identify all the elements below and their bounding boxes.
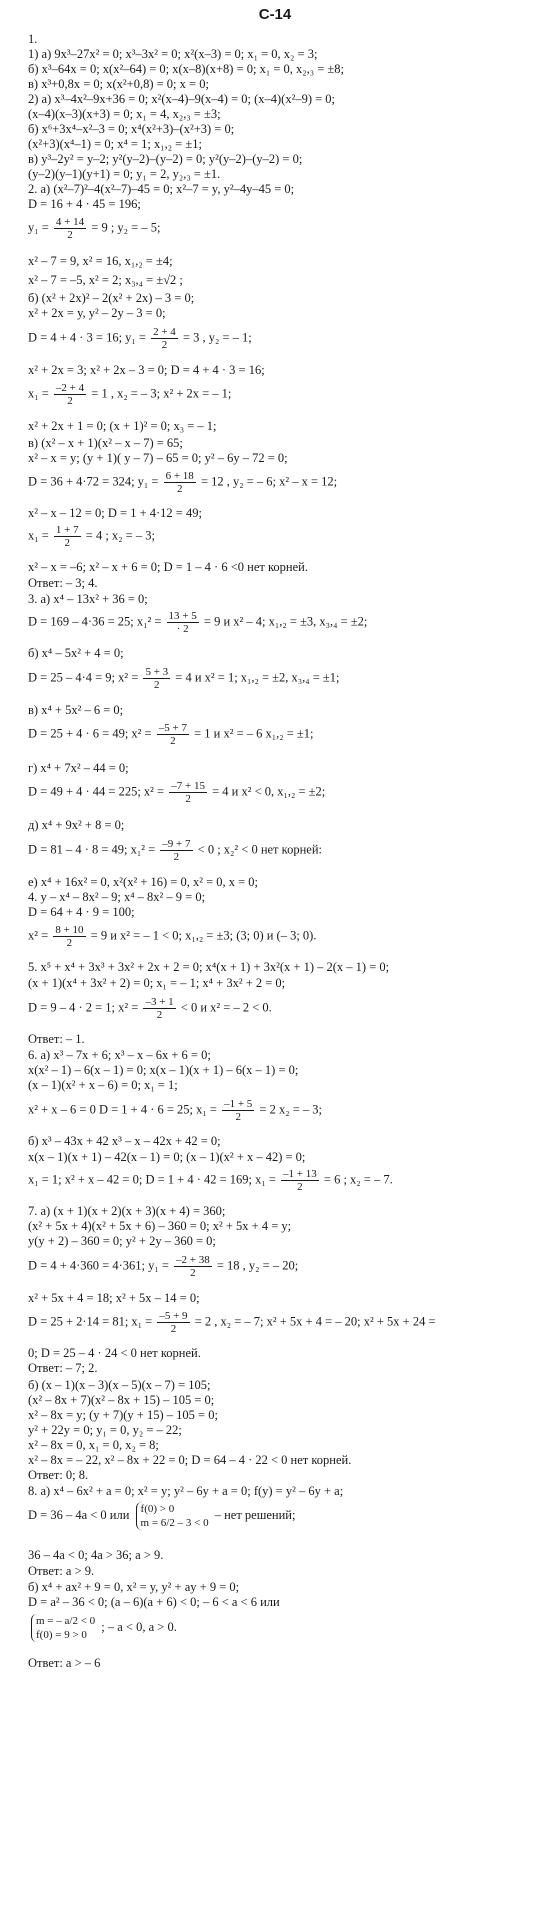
text-line: б) (x² + 2x)² – 2(x² + 2x) – 3 = 0; — [28, 291, 195, 305]
text-line: в) x³+0,8x = 0; x(x²+0,8) = 0; x = 0; — [28, 77, 209, 91]
text-line: x² – 7 = –5, x² = 2; x₃,₄ = ±√2 ; — [28, 273, 183, 287]
text-line: 2) а) x³–4x²–9x+36 = 0; x²(x–4)–9(x–4) = 0; (x–4)(x²–9) = 0; — [28, 92, 336, 106]
text-line: x² – x = –6; x² – x + 6 = 0; D = 1 – 4 · 6 <0 нет корней. — [28, 560, 308, 574]
text-line: б) x⁴ + ax² + 9 = 0, x² = y, y² + ay + 9 = 0; — [28, 1580, 240, 1594]
text-line: D = a² – 36 < 0; (a – 6)(a + 6) < 0; – 6 < a < 6 или — [28, 1595, 280, 1609]
text-line: Ответ: – 7; 2. — [28, 1361, 98, 1375]
text-line: 1) а) 9x³–27x² = 0; x³–3x² = 0; x²(x–3) = 0; x₁ = 0, x₂ = 3; — [28, 47, 318, 61]
text-line: б) x³–64x = 0; x(x²–64) = 0; x(x–8)(x+8) = 0; x₁ = 0, x₂,₃ = ±8; — [28, 62, 344, 76]
text-line: D = 16 + 4 · 45 = 196; — [28, 197, 141, 211]
text-line: 36 – 4a < 0; 4a > 36; a > 9. — [28, 1548, 164, 1562]
system-line: m = – a/2 < 0 f(0) = 9 > 0 ; – a < 0, a > 0. — [28, 1614, 543, 1642]
text-line: 0; D = 25 – 4 · 24 < 0 нет корней. — [28, 1346, 201, 1360]
text-line: 1. — [28, 32, 38, 46]
fraction-line: D = 49 + 4 · 44 = 225; x² = $\frac{-7 + 15}{2}$ = 4 и x² < 0, x₁,₂ = ±2; — [28, 780, 326, 805]
text-line: (x + 1)(x⁴ + 3x² + 2) = 0; x₁ = – 1; x⁴ + 3x² + 2 = 0; — [28, 976, 286, 990]
fraction-line: D = 9 – 4 · 2 = 1; x² = $\frac{-3 + 1}{2}$ < 0 и x² = – 2 < 0. — [28, 996, 272, 1021]
text-line: (x² – 8x + 7)(x² – 8x + 15) – 105 = 0; — [28, 1393, 215, 1407]
text-line: x(x – 1)(x + 1) – 42(x – 1) = 0; (x – 1)(x² + x – 42) = 0; — [28, 1150, 306, 1164]
text-line: x² – 8x = 0, x₁ = 0, x₂ = 8; — [28, 1438, 159, 1452]
text-line: б) x³ – 43x + 42 x³ – x – 42x + 42 = 0; — [28, 1134, 221, 1148]
text-line: (y–2)(y–1)(y+1) = 0; y₁ = 2, y₂,₃ = ±1. — [28, 167, 221, 181]
brace-system: f(0) > 0 m = 6/2 – 3 < 0 — [136, 1502, 209, 1530]
text-line: 7. а) (x + 1)(x + 2)(x + 3)(x + 4) = 360; — [28, 1204, 226, 1218]
text-line: Ответ: a > 9. — [28, 1564, 95, 1578]
text-line: y² + 22y = 0; y₁ = 0, y₂ = – 22; — [28, 1423, 182, 1437]
text-line: б) x⁶+3x⁴–x²–3 = 0; x⁴(x²+3)–(x²+3) = 0; — [28, 122, 235, 136]
brace-system: m = – a/2 < 0 f(0) = 9 > 0 — [31, 1614, 95, 1642]
fraction-line: D = 36 + 4·72 = 324; y₁ = $\frac{6 + 18}{2}$ = 12 , y₂ = – 6; x² – x = 12; — [28, 470, 338, 495]
text-line: x² – x = y; (y + 1)( y – 7) – 65 = 0; y² – 6y – 72 = 0; — [28, 451, 288, 465]
text-line: 4. y – x⁴ – 8x² – 9; x⁴ – 8x² – 9 = 0; — [28, 890, 206, 904]
text-line: x² + 2x + 1 = 0; (x + 1)² = 0; x₃ = – 1; — [28, 419, 217, 433]
text-line: x² + 5x + 4 = 18; x² + 5x – 14 = 0; — [28, 1291, 200, 1305]
fraction-line: D = 4 + 4·360 = 4·361; y₁ = $\frac{-2 + 38}{2}$ = 18 , y₂ = – 20; — [28, 1254, 299, 1279]
fraction-line: D = 25 + 2·14 = 81; x₁ = $\frac{-5 + 9}{2}$ = 2 , x₂ = – 7; x² + 5x + 4 = – 20; x² + 5x + 24 = — [28, 1310, 436, 1335]
text-line: 2. а) (x²–7)²–4(x²–7)–45 = 0; x²–7 = y, y²–4y–45 = 0; — [28, 182, 295, 196]
text-line: x² – 7 = 9, x² = 16, x₁,₂ = ±4; — [28, 254, 173, 268]
fraction-line: D = 25 + 4 · 6 = 49; x² = $\frac{-5 + 7}{2}$ = 1 и x² = – 6 x₁,₂ = ±1; — [28, 722, 314, 747]
text-line: д) x⁴ + 9x² + 8 = 0; — [28, 818, 125, 832]
text-line: x² – 8x = y; (y + 7)(y + 15) – 105 = 0; — [28, 1408, 218, 1422]
text-line: в) x⁴ + 5x² – 6 = 0; — [28, 703, 124, 717]
fraction-line: D = 169 – 4·36 = 25; x₁² = $\frac{13 + 5}{\cdot 2}$ = 9 и x² – 4; x₁,₂ = ±3, x₃,₄ = ±2; — [28, 610, 368, 635]
text-line: в) (x² – x + 1)(x² – x – 7) = 65; — [28, 436, 183, 450]
text-line: г) x⁴ + 7x² – 44 = 0; — [28, 761, 129, 775]
text-line: (x – 1)(x² + x – 6) = 0; x₁ = 1; — [28, 1078, 178, 1092]
fraction-line: x² + x – 6 = 0 D = 1 + 4 · 6 = 25; x₁ = $\frac{-1 + 5}{2}$ = 2 x₂ = – 3; — [28, 1098, 322, 1123]
text-line: 6. а) x³ – 7x + 6; x³ – x – 6x + 6 = 0; — [28, 1048, 211, 1062]
fraction-line: x² = $\frac{8 + 10}{2}$ = 9 и x² = – 1 < 0; x₁,₂ = ±3; (3; 0) и (– 3; 0). — [28, 924, 317, 949]
text-line: в) y³–2y² = y–2; y²(y–2)–(y–2) = 0; y²(y–2)–(y–2) = 0; — [28, 152, 303, 166]
text-line: x² – x – 12 = 0; D = 1 + 4·12 = 49; — [28, 506, 202, 520]
text-line: y(y + 2) – 360 = 0; y² + 2y – 360 = 0; — [28, 1234, 216, 1248]
text-line: (x²+3)(x⁴–1) = 0; x⁴ = 1; x₁,₂ = ±1; — [28, 137, 202, 151]
text-line: б) (x – 1)(x – 3)(x – 5)(x – 7) = 105; — [28, 1378, 211, 1392]
text-line: Ответ: a > – 6 — [28, 1656, 101, 1670]
text-line: (x² + 5x + 4)(x² + 5x + 6) – 360 = 0; x² + 5x + 4 = y; — [28, 1219, 292, 1233]
fraction-line: x₁ = $\frac{-2 + 4}{2}$ = 1 , x₂ = – 3; x² + 2x = – 1; — [28, 382, 232, 407]
text-line: 8. а) x⁴ – 6x² + a = 0; x² = y; y² – 6y + a = 0; f(y) = y² – 6y + a; — [28, 1484, 344, 1498]
fraction-line: D = 81 – 4 · 8 = 49; x₁² = $\frac{-9 + 7}{2}$ < 0 ; x₂² < 0 нет корней: — [28, 838, 322, 863]
text-line: 5. x⁵ + x⁴ + 3x³ + 3x² + 2x + 2 = 0; x⁴(x + 1) + 3x²(x + 1) – 2(x – 1) = 0; — [28, 960, 390, 974]
system-line: D = 36 – 4a < 0 или f(0) > 0 m = 6/2 – 3 < 0 – нет решений; — [28, 1503, 296, 1529]
fraction-line: x₁ = 1; x² + x – 42 = 0; D = 1 + 4 · 42 = 169; x₁ = $\frac{-1 + 13}{2}$ = 6 ; x₂ = – 7. — [28, 1168, 393, 1193]
text-line: Ответ: 0; 8. — [28, 1468, 89, 1482]
text-line: D = 64 + 4 · 9 = 100; — [28, 905, 135, 919]
text-line: б) x⁴ – 5x² + 4 = 0; — [28, 646, 124, 660]
page-title: С-14 — [258, 6, 292, 23]
text-line: x² + 2x = y, y² – 2y – 3 = 0; — [28, 306, 166, 320]
text-line: x(x² – 1) – 6(x – 1) = 0; x(x – 1)(x + 1) – 6(x – 1) = 0; — [28, 1063, 299, 1077]
text-line: 3. а) x⁴ – 13x² + 36 = 0; — [28, 592, 148, 606]
text-line: Ответ: – 1. — [28, 1032, 85, 1046]
text-line: е) x⁴ + 16x² = 0, x²(x² + 16) = 0, x² = 0, x = 0; — [28, 875, 259, 889]
fraction-line: D = 4 + 4 · 3 = 16; y₁ = $\frac{2 + 4}{2}$ = 3 , y₂ = – 1; — [28, 326, 252, 351]
text-line: (x–4)(x–3)(x+3) = 0; x₁ = 4, x₂,₃ = ±3; — [28, 107, 221, 121]
text-line: x² + 2x = 3; x² + 2x – 3 = 0; D = 4 + 4 · 3 = 16; — [28, 363, 265, 377]
fraction-line: y₁ = $\frac{4 + 14}{2}$ = 9 ; y₂ = – 5; — [28, 216, 161, 241]
fraction-line: D = 25 – 4·4 = 9; x² = $\frac{5 + 3}{2}$ = 4 и x² = 1; x₁,₂ = ±2, x₃,₄ = ±1; — [28, 666, 340, 691]
text-line: Ответ: – 3; 4. — [28, 576, 98, 590]
fraction-line: x₁ = $\frac{1 + 7}{2}$ = 4 ; x₂ = – 3; — [28, 524, 155, 549]
text-line: x² – 8x = – 22, x² – 8x + 22 = 0; D = 64 – 4 · 22 < 0 нет корней. — [28, 1453, 352, 1467]
